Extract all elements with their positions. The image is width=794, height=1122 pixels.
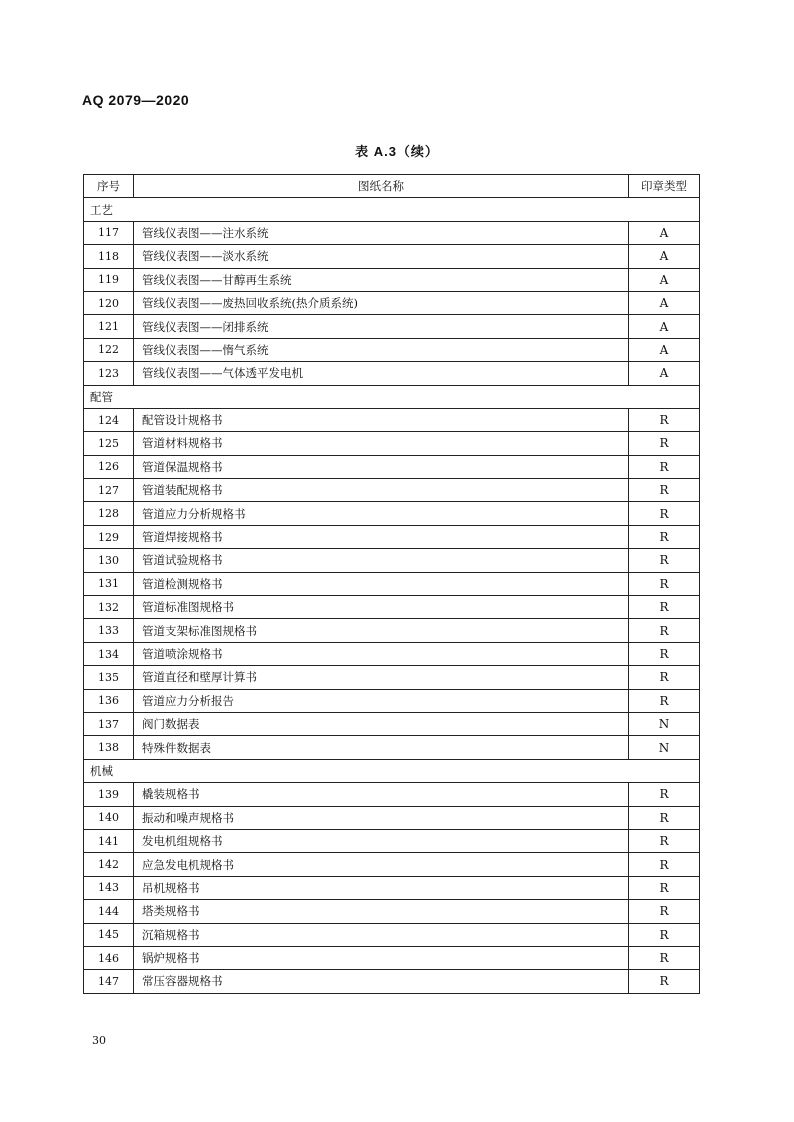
table-row xyxy=(84,362,700,385)
stamp-type-cell: A xyxy=(629,362,700,385)
serial-number-cell: 140 xyxy=(84,806,134,829)
serial-number-cell: 128 xyxy=(84,502,134,525)
table-header-row xyxy=(84,175,700,198)
drawing-name-cell: 阀门数据表 xyxy=(134,712,629,735)
section-row xyxy=(84,385,700,408)
stamp-type-cell: R xyxy=(629,642,700,665)
table-row xyxy=(84,455,700,478)
table-row xyxy=(84,736,700,759)
drawing-name-cell: 配管设计规格书 xyxy=(134,408,629,431)
serial-number-cell: 143 xyxy=(84,876,134,899)
drawing-name-cell: 振动和噪声规格书 xyxy=(134,806,629,829)
stamp-type-cell: R xyxy=(629,479,700,502)
drawing-name-cell: 管道装配规格书 xyxy=(134,479,629,502)
stamp-type-cell: R xyxy=(629,432,700,455)
stamp-type-cell: R xyxy=(629,829,700,852)
table-row xyxy=(84,268,700,291)
stamp-type-cell: A xyxy=(629,221,700,244)
drawing-name-cell: 管道焊接规格书 xyxy=(134,525,629,548)
serial-number-cell: 145 xyxy=(84,923,134,946)
serial-number-cell: 135 xyxy=(84,666,134,689)
drawing-name-cell: 管道应力分析报告 xyxy=(134,689,629,712)
table-row xyxy=(84,291,700,314)
serial-number-cell: 124 xyxy=(84,408,134,431)
stamp-type-cell: R xyxy=(629,946,700,969)
serial-number-cell: 118 xyxy=(84,245,134,268)
header-serial-number: 序号 xyxy=(84,175,134,198)
table-title: 表 A.3（续） xyxy=(355,144,439,159)
serial-number-cell: 138 xyxy=(84,736,134,759)
serial-number-cell: 132 xyxy=(84,596,134,619)
serial-number-cell: 121 xyxy=(84,315,134,338)
drawing-name-cell: 管道标准图规格书 xyxy=(134,596,629,619)
table-row xyxy=(84,596,700,619)
drawing-name-cell: 锅炉规格书 xyxy=(134,946,629,969)
stamp-type-cell: R xyxy=(629,666,700,689)
table-row xyxy=(84,338,700,361)
stamp-type-cell: R xyxy=(629,549,700,572)
document-code: AQ 2079—2020 xyxy=(82,92,190,108)
stamp-type-cell: R xyxy=(629,408,700,431)
table-row xyxy=(84,923,700,946)
table-row xyxy=(84,549,700,572)
table-row xyxy=(84,853,700,876)
drawing-name-cell: 管道支架标准图规格书 xyxy=(134,619,629,642)
serial-number-cell: 120 xyxy=(84,291,134,314)
drawing-name-cell: 管道喷涂规格书 xyxy=(134,642,629,665)
table-row xyxy=(84,876,700,899)
drawing-name-cell: 管线仪表图——废热回收系统(热介质系统) xyxy=(134,291,629,314)
serial-number-cell: 131 xyxy=(84,572,134,595)
serial-number-cell: 123 xyxy=(84,362,134,385)
serial-number-cell: 136 xyxy=(84,689,134,712)
stamp-type-cell: R xyxy=(629,455,700,478)
drawing-name-cell: 吊机规格书 xyxy=(134,876,629,899)
stamp-type-cell: R xyxy=(629,502,700,525)
stamp-type-cell: A xyxy=(629,245,700,268)
drawing-name-cell: 特殊件数据表 xyxy=(134,736,629,759)
table-row xyxy=(84,502,700,525)
serial-number-cell: 127 xyxy=(84,479,134,502)
table-row xyxy=(84,666,700,689)
section-row xyxy=(84,759,700,782)
table-row xyxy=(84,525,700,548)
stamp-type-cell: R xyxy=(629,900,700,923)
stamp-type-cell: R xyxy=(629,806,700,829)
drawing-name-cell: 管道应力分析规格书 xyxy=(134,502,629,525)
drawing-name-cell: 常压容器规格书 xyxy=(134,970,629,993)
drawing-name-cell: 塔类规格书 xyxy=(134,900,629,923)
table-row xyxy=(84,689,700,712)
stamp-type-cell: R xyxy=(629,783,700,806)
stamp-type-cell: R xyxy=(629,572,700,595)
table-row xyxy=(84,479,700,502)
drawing-name-cell: 管线仪表图——淡水系统 xyxy=(134,245,629,268)
table-row xyxy=(84,619,700,642)
drawing-name-cell: 管线仪表图——惰气系统 xyxy=(134,338,629,361)
stamp-type-cell: A xyxy=(629,291,700,314)
table-row xyxy=(84,900,700,923)
serial-number-cell: 130 xyxy=(84,549,134,572)
stamp-type-cell: N xyxy=(629,712,700,735)
stamp-type-cell: N xyxy=(629,736,700,759)
table-row xyxy=(84,432,700,455)
stamp-type-cell: R xyxy=(629,525,700,548)
table-row xyxy=(84,712,700,735)
stamp-type-cell: A xyxy=(629,338,700,361)
stamp-type-cell: A xyxy=(629,315,700,338)
table-row xyxy=(84,642,700,665)
serial-number-cell: 126 xyxy=(84,455,134,478)
drawing-name-cell: 管线仪表图——气体透平发电机 xyxy=(134,362,629,385)
table-row xyxy=(84,806,700,829)
drawing-name-cell: 沉箱规格书 xyxy=(134,923,629,946)
drawing-name-cell: 橇装规格书 xyxy=(134,783,629,806)
table-row xyxy=(84,315,700,338)
drawing-name-cell: 发电机组规格书 xyxy=(134,829,629,852)
serial-number-cell: 147 xyxy=(84,970,134,993)
serial-number-cell: 139 xyxy=(84,783,134,806)
drawing-name-cell: 管道直径和壁厚计算书 xyxy=(134,666,629,689)
table-row xyxy=(84,221,700,244)
stamp-type-cell: R xyxy=(629,970,700,993)
serial-number-cell: 122 xyxy=(84,338,134,361)
header-stamp-type: 印章类型 xyxy=(629,175,700,198)
serial-number-cell: 137 xyxy=(84,712,134,735)
header-drawing-name: 图纸名称 xyxy=(134,175,629,198)
stamp-type-cell: R xyxy=(629,596,700,619)
stamp-type-cell: R xyxy=(629,853,700,876)
serial-number-cell: 146 xyxy=(84,946,134,969)
drawing-name-cell: 应急发电机规格书 xyxy=(134,853,629,876)
table-row xyxy=(84,783,700,806)
section-title: 工艺 xyxy=(84,198,700,221)
drawing-name-cell: 管道保温规格书 xyxy=(134,455,629,478)
table-row xyxy=(84,946,700,969)
table-row xyxy=(84,408,700,431)
section-title: 机械 xyxy=(84,759,700,782)
serial-number-cell: 129 xyxy=(84,525,134,548)
drawing-name-cell: 管道试验规格书 xyxy=(134,549,629,572)
drawing-name-cell: 管线仪表图——甘醇再生系统 xyxy=(134,268,629,291)
stamp-type-cell: R xyxy=(629,876,700,899)
table-body xyxy=(84,198,700,993)
serial-number-cell: 134 xyxy=(84,642,134,665)
serial-number-cell: 125 xyxy=(84,432,134,455)
table-row xyxy=(84,572,700,595)
stamp-type-cell: R xyxy=(629,619,700,642)
section-row xyxy=(84,198,700,221)
table-row xyxy=(84,245,700,268)
drawing-list-table xyxy=(83,174,700,994)
serial-number-cell: 133 xyxy=(84,619,134,642)
stamp-type-cell: A xyxy=(629,268,700,291)
drawing-name-cell: 管线仪表图——闭排系统 xyxy=(134,315,629,338)
stamp-type-cell: R xyxy=(629,689,700,712)
section-title: 配管 xyxy=(84,385,700,408)
serial-number-cell: 119 xyxy=(84,268,134,291)
serial-number-cell: 141 xyxy=(84,829,134,852)
serial-number-cell: 142 xyxy=(84,853,134,876)
drawing-name-cell: 管线仪表图——注水系统 xyxy=(134,221,629,244)
page-number: 30 xyxy=(92,1034,106,1047)
serial-number-cell: 117 xyxy=(84,221,134,244)
table-row xyxy=(84,829,700,852)
table-row xyxy=(84,970,700,993)
drawing-name-cell: 管道材料规格书 xyxy=(134,432,629,455)
serial-number-cell: 144 xyxy=(84,900,134,923)
drawing-name-cell: 管道检测规格书 xyxy=(134,572,629,595)
stamp-type-cell: R xyxy=(629,923,700,946)
